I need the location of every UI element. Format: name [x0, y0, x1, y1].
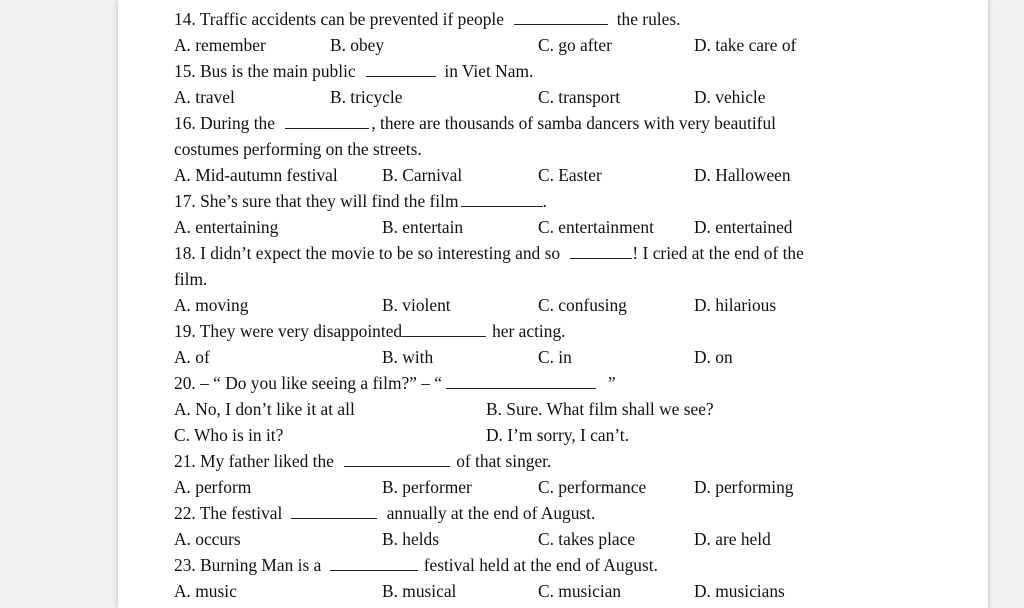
option-b[interactable]: B. obey	[330, 35, 385, 55]
option-c[interactable]: C. entertainment	[538, 217, 654, 237]
answer-blank	[402, 319, 486, 337]
option-b[interactable]: B. musical	[382, 581, 457, 601]
question-14	[174, 6, 680, 32]
question-text-continued: film.	[174, 269, 208, 289]
question-text-end: the rules.	[616, 9, 681, 29]
option-b[interactable]: B. Sure. What film shall we see?	[486, 399, 714, 419]
option-a[interactable]: A. occurs	[174, 529, 241, 549]
option-c[interactable]: C. transport	[538, 87, 621, 107]
question-text: 15. Bus is the main public	[174, 61, 356, 81]
answer-blank	[291, 501, 377, 519]
question-text: 23. Burning Man is a	[174, 555, 322, 575]
question-text: 21. My father liked the	[174, 451, 334, 471]
question-text: 16. During the	[174, 113, 275, 133]
option-b[interactable]: B. with	[382, 347, 434, 367]
question-text-end: , there are thousands of samba dancers with very beautiful	[371, 113, 776, 133]
question-16-continued	[174, 136, 422, 162]
option-a[interactable]: A. No, I don’t like it at all	[174, 399, 355, 419]
option-a[interactable]: A. moving	[174, 295, 249, 315]
option-b[interactable]: B. Carnival	[382, 165, 463, 185]
option-d[interactable]: D. on	[694, 347, 733, 367]
question-text: 18. I didn’t expect the movie to be so interesting and so	[174, 243, 561, 263]
question-text: 17. She’s sure that they will find the film	[174, 191, 459, 211]
answer-blank	[344, 449, 450, 467]
question-text-end: festival held at the end of August.	[423, 555, 658, 575]
question-19	[174, 318, 566, 344]
option-d[interactable]: D. are held	[694, 529, 771, 549]
question-text-end: her acting.	[492, 321, 566, 341]
option-d[interactable]: D. performing	[694, 477, 794, 497]
answer-blank	[285, 111, 369, 129]
option-d[interactable]: D. vehicle	[694, 87, 766, 107]
option-c[interactable]: C. takes place	[538, 529, 636, 549]
question-text-end: .	[542, 191, 547, 211]
option-c[interactable]: C. Who is in it?	[174, 425, 284, 445]
option-a[interactable]: A. travel	[174, 87, 235, 107]
option-b[interactable]: B. tricycle	[330, 87, 403, 107]
question-text-continued: costumes performing on the streets.	[174, 139, 422, 159]
answer-blank	[330, 553, 418, 571]
question-text-end: in Viet Nam.	[444, 61, 534, 81]
question-17	[174, 188, 547, 214]
option-c[interactable]: C. go after	[538, 35, 612, 55]
question-18	[174, 240, 804, 266]
option-b[interactable]: B. violent	[382, 295, 451, 315]
question-text: 22. The festival	[174, 503, 283, 523]
answer-blank	[570, 241, 632, 259]
option-c[interactable]: C. musician	[538, 581, 622, 601]
option-c[interactable]: C. in	[538, 347, 572, 367]
question-text: 20. – “ Do you like seeing a film?” – “	[174, 373, 443, 393]
option-a[interactable]: A. remember	[174, 35, 266, 55]
option-c[interactable]: C. confusing	[538, 295, 627, 315]
question-22	[174, 500, 595, 526]
question-23	[174, 552, 658, 578]
option-c[interactable]: C. Easter	[538, 165, 602, 185]
option-d[interactable]: D. musicians	[694, 581, 785, 601]
question-text-end: ”	[608, 373, 616, 393]
question-text-end: annually at the end of August.	[386, 503, 596, 523]
option-d[interactable]: D. Halloween	[694, 165, 791, 185]
option-c[interactable]: C. performance	[538, 477, 647, 497]
option-d[interactable]: D. take care of	[694, 35, 797, 55]
question-15	[174, 58, 533, 84]
option-d[interactable]: D. entertained	[694, 217, 793, 237]
question-text: 19. They were very disappointed	[174, 321, 403, 341]
answer-blank	[514, 7, 608, 25]
question-text: 14. Traffic accidents can be prevented if people	[174, 9, 504, 29]
answer-blank	[461, 189, 543, 207]
question-18-continued	[174, 266, 207, 292]
option-a[interactable]: A. entertaining	[174, 217, 279, 237]
answer-blank	[366, 59, 436, 77]
question-text-end: of that singer.	[456, 451, 552, 471]
answer-blank	[446, 371, 596, 389]
option-b[interactable]: B. helds	[382, 529, 440, 549]
option-a[interactable]: A. of	[174, 347, 210, 367]
question-16	[174, 110, 776, 136]
option-a[interactable]: A. Mid-autumn festival	[174, 165, 338, 185]
option-a[interactable]: A. music	[174, 581, 237, 601]
option-b[interactable]: B. entertain	[382, 217, 464, 237]
option-d[interactable]: D. hilarious	[694, 295, 777, 315]
option-d[interactable]: D. I’m sorry, I can’t.	[486, 425, 629, 445]
option-b[interactable]: B. performer	[382, 477, 472, 497]
option-a[interactable]: A. perform	[174, 477, 252, 497]
question-text-end: ! I cried at the end of the	[632, 243, 804, 263]
question-21	[174, 448, 551, 474]
question-20	[174, 370, 616, 396]
